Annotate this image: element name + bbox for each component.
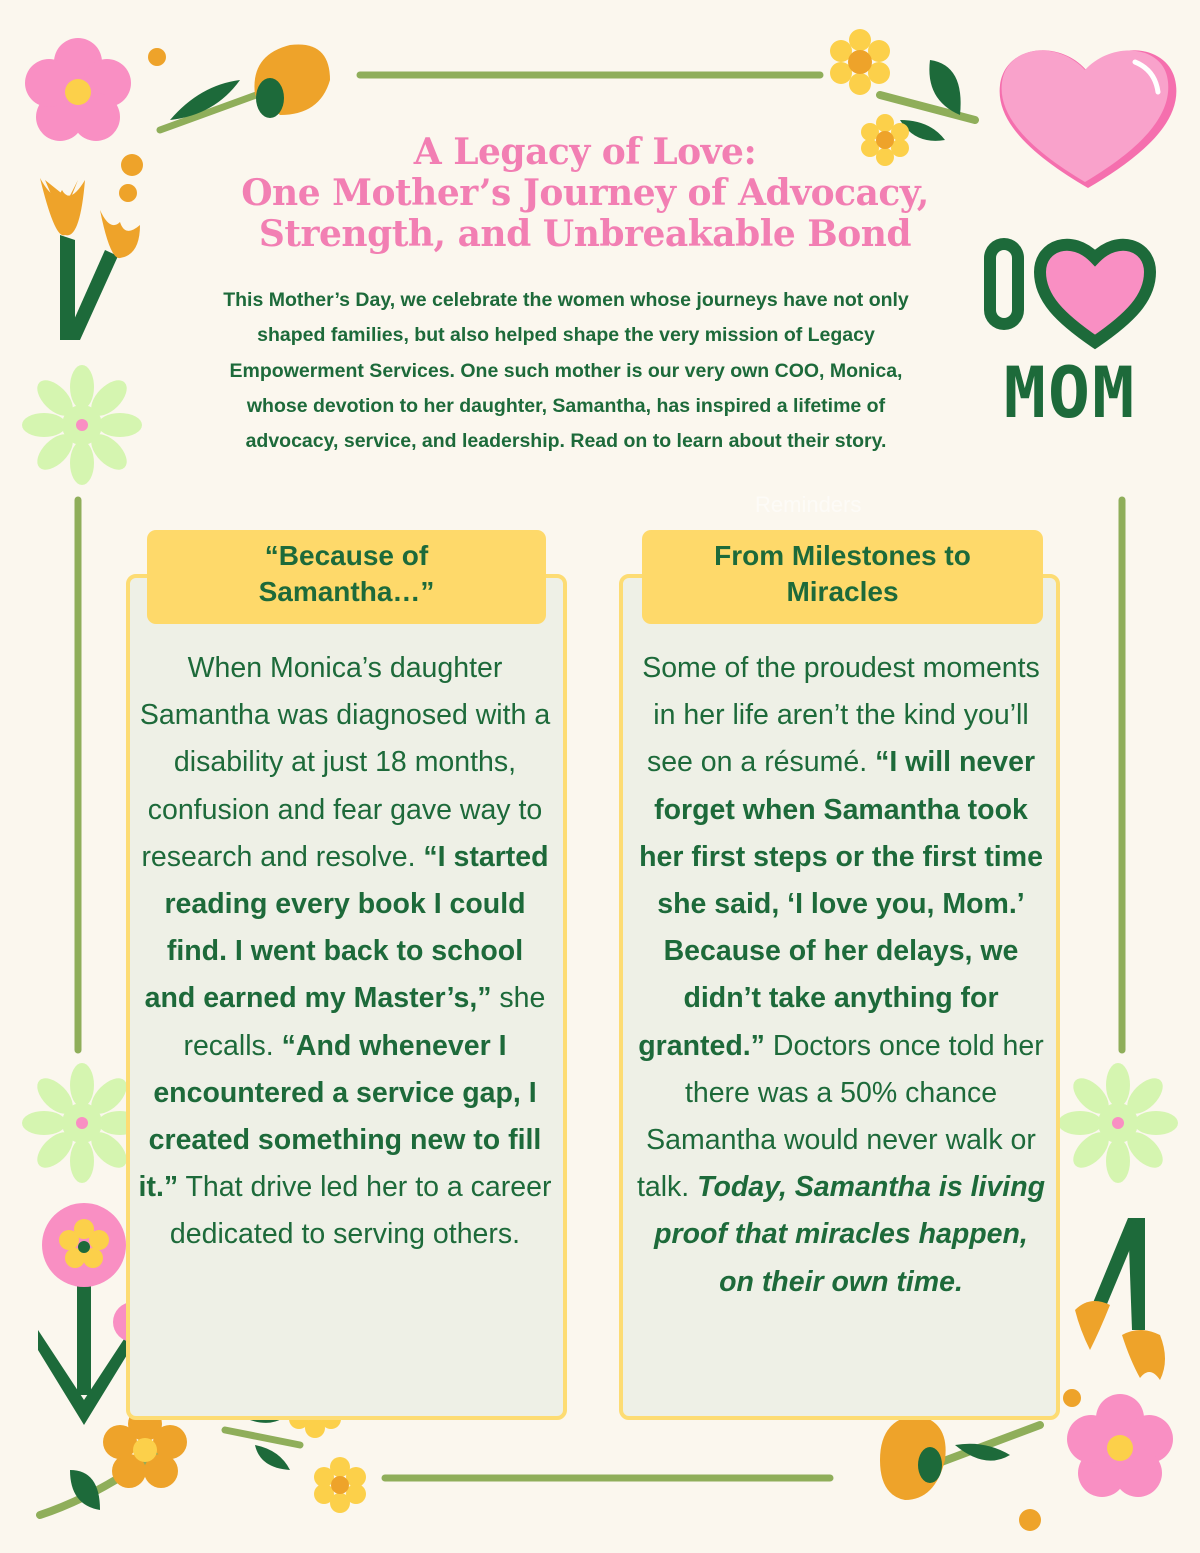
body-text: That drive led her to a career dedicated to serving others. [169,1171,552,1251]
green-flower-icon [22,1063,142,1183]
left-card-heading [147,530,546,624]
badge-mom-text: MOM [1003,352,1137,434]
heading-line: Miracles [786,576,899,607]
closing-text: Today, Samantha is living proof that miracles happen, on their own time. [654,1171,1046,1298]
pink-flower-icon [25,38,131,141]
badge-heart-icon [1040,245,1150,342]
orange-tulip-icon [880,1415,1040,1500]
body-text: she recalls. [183,982,546,1062]
title-line: A Legacy of Love: [413,131,757,173]
page-title [190,132,980,255]
i-love-mom-badge [984,238,1150,342]
title-line: One Mother’s Journey of Advocacy, [241,172,929,214]
dot-icon [121,154,143,176]
pink-flower-icon [1067,1394,1173,1497]
dot-icon [1019,1509,1041,1531]
green-flower-icon [1058,1063,1178,1183]
body-text: Some of the proudest moments in her life aren’t the kind you’ll see on a résumé. [642,652,1040,779]
heading-line: “Because of [264,540,429,571]
body-text: When Monica’s daughter Samantha was diagnosed with a disability at just 18 months, confusion and fear gave way to research and resolve. [139,652,551,873]
heading-line: Samantha…” [258,576,435,607]
right-card-heading [642,530,1043,624]
dot-icon [119,184,137,202]
quote-text: “I will never forget when Samantha took her first steps or the first time she said, ‘I love you, Mom.’ Because of her delays, we didn’t take anything for granted.” [638,746,1043,1062]
dot-icon [148,48,166,66]
orange-tulip-icon [160,44,330,130]
quote-text: “And whenever I encountered a service gap, I created something new to fill it.” [138,1029,542,1204]
heart-icon [1000,50,1177,188]
ghost-label: Reminders [755,492,862,517]
right-card-body [634,645,1048,1306]
dot-icon [1063,1389,1081,1407]
green-flower-icon [22,365,142,485]
title-line: Strength, and Unbreakable Bond [258,213,912,255]
heading-line: From Milestones to [714,540,971,571]
orange-flower-icon [40,1407,187,1515]
v-stem-flower-icon [40,178,140,340]
left-card-body [138,645,552,1259]
quote-text: “I started reading every book I could find. I went back to school and earned my Master’s,” [144,840,549,1015]
v-stem-flower-icon [1075,1218,1165,1380]
intro-paragraph: This Mother’s Day, we celebrate the women whose journeys have not only shaped families, but also helped shape the very mission of Legacy Empowerment Services. One such mother is our very own COO, Monica, whose devotion to her daughter, Samantha, has inspired a lifetime of advocacy, service, and leadership. Read on to learn about their story. [223,289,909,453]
body-text: Doctors once told her there was a 50% chance Samantha would never walk or talk. [636,1029,1044,1204]
